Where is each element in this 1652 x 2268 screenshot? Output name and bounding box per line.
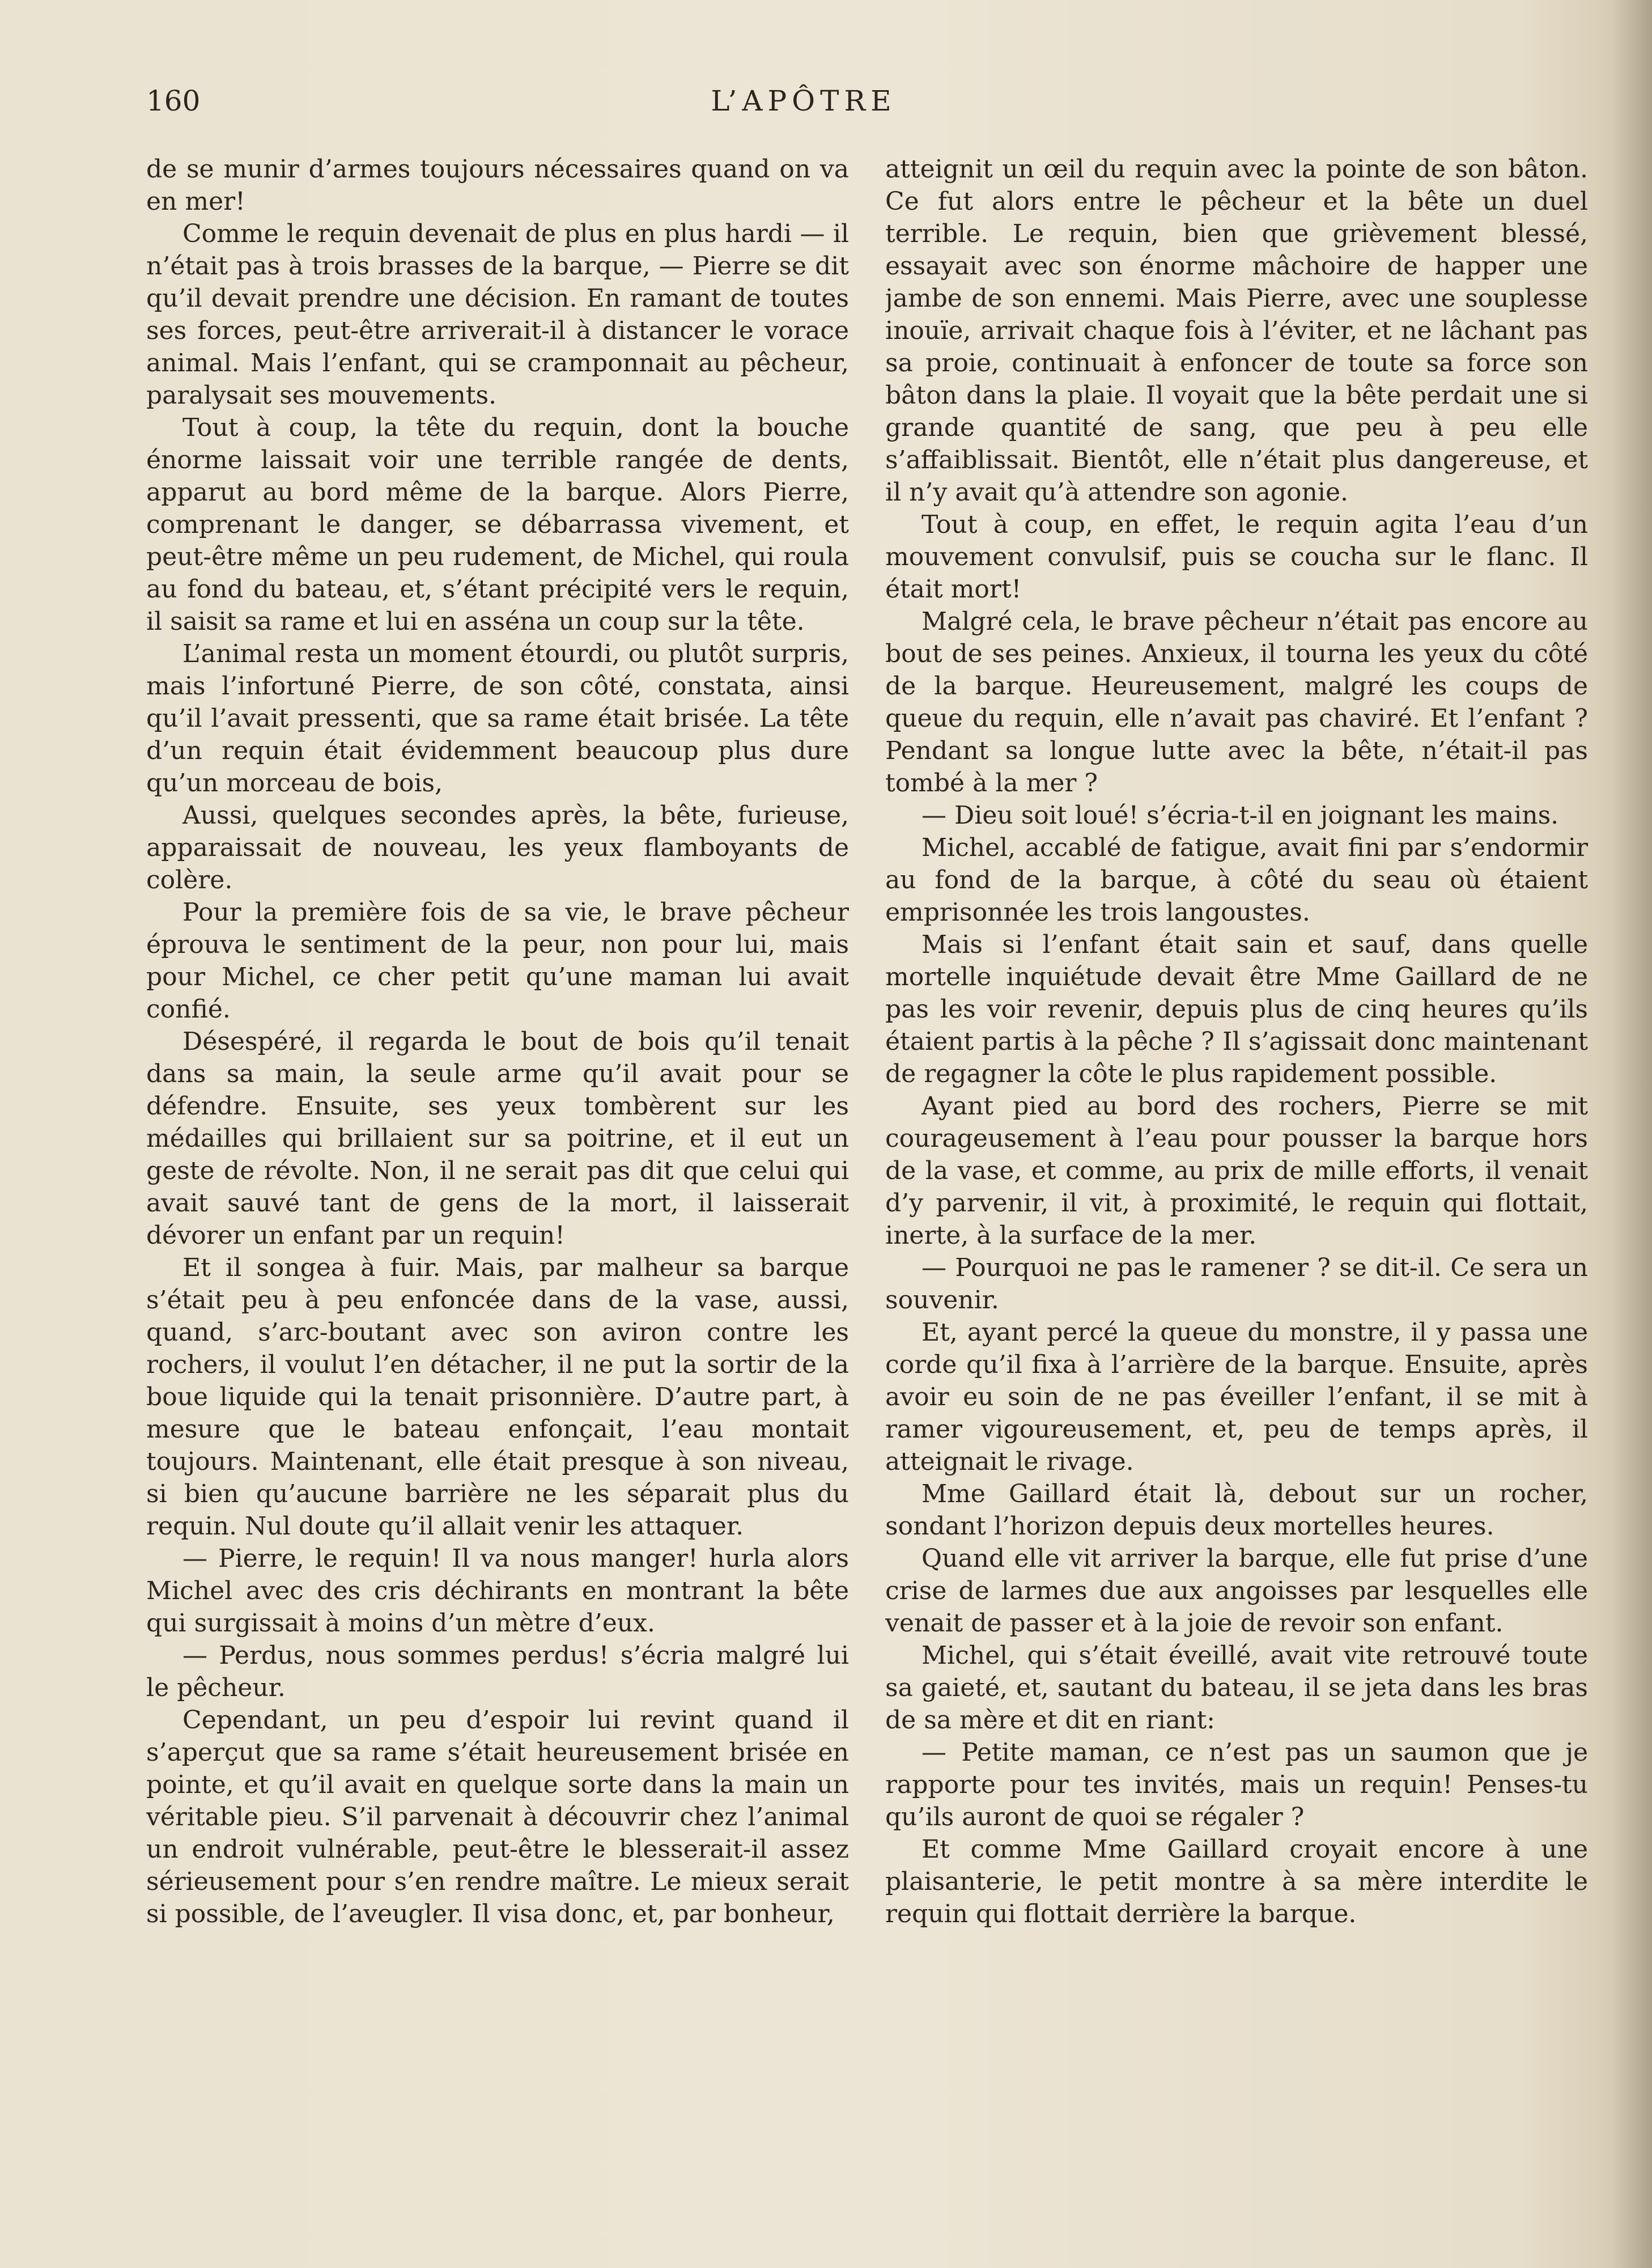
- paragraph: atteignit un œil du requin avec la pointe de son bâton. Ce fut alors entre le pêcheur et la bête un duel terrible. Le requin, bien que grièvement blessé, essayait avec son énorme mâchoire de happer une jambe de son ennemi. Mais Pierre, avec une souplesse inouïe, arrivait chaque fois à l’éviter, et ne lâchant pas sa proie, continuait à enfoncer de toute sa force son bâton dans la plaie. Il voyait que la bête perdait une si grande quantité de sang, que peu à peu elle s’affaiblissait. Bientôt, elle n’était plus dangereuse, et il n’y avait qu’à attendre son agonie.: [885, 155, 1588, 507]
- paragraph: Comme le requin devenait de plus en plus hardi — il n’était pas à trois brasses de la barque, — Pierre se dit qu’il devait prendre une décision. En ramant de toutes ses forces, peut-être arriverait-il à distancer le vorace animal. Mais l’enfant, qui se cramponnait au pêcheur, paralysait ses mouvements.: [146, 219, 849, 410]
- paragraph: Et comme Mme Gaillard croyait encore à une plaisanterie, le petit montre à sa mère interdite le requin qui flottait derrière la barque.: [885, 1835, 1588, 1928]
- right-column: [885, 153, 1588, 2171]
- paragraph: Et, ayant percé la queue du monstre, il y passa une corde qu’il fixa à l’arrière de la barque. Ensuite, après avoir eu soin de ne pas éveiller l’enfant, il se mit à ramer vigoureusement, et, peu de temps après, il atteignait le rivage.: [885, 1318, 1588, 1476]
- page-edge-shadow: [1612, 0, 1652, 2268]
- page-number: 160: [146, 84, 201, 117]
- paragraph: Tout à coup, la tête du requin, dont la bouche énorme laissait voir une terrible rangée de dents, apparut au bord même de la barque. Alors Pierre, comprenant le danger, se débarrassa vivement, et peut-être même un peu rudement, de Michel, qui roula au fond du bateau, et, s’étant précipité vers le requin, il saisit sa rame et lui en asséna un coup sur la tête.: [146, 413, 849, 636]
- paragraph: Cependant, un peu d’espoir lui revint quand il s’aperçut que sa rame s’était heureusement brisée en pointe, et qu’il avait en quelque sorte dans la main un véritable pieu. S’il parvenait à découvrir chez l’animal un endroit vulnérable, peut-être le blesserait-il assez sérieusement pour s’en rendre maître. Le mieux serait si possible, de l’aveugler. Il visa donc, et, par bonheur,: [146, 1706, 849, 1928]
- paragraph: Pour la première fois de sa vie, le brave pêcheur éprouva le sentiment de la peur, non pour lui, mais pour Michel, ce cher petit qu’une maman lui avait confié.: [146, 898, 849, 1024]
- paragraph: Malgré cela, le brave pêcheur n’était pas encore au bout de ses peines. Anxieux, il tourna les yeux du côté de la barque. Heureusement, malgré les coups de queue du requin, elle n’avait pas chaviré. Et l’enfant ? Pendant sa longue lutte avec la bête, n’était-il pas tombé à la mer ?: [885, 607, 1588, 798]
- page-header: [146, 78, 1461, 124]
- paragraph: Aussi, quelques secondes après, la bête, furieuse, apparaissait de nouveau, les yeux flamboyants de colère.: [146, 801, 849, 895]
- paragraph: — Pierre, le requin! Il va nous manger! hurla alors Michel avec des cris déchirants en montrant la bête qui surgissait à moins d’un mètre d’eux.: [146, 1544, 849, 1638]
- paragraph: L’animal resta un moment étourdi, ou plutôt surpris, mais l’infortuné Pierre, de son côté, constata, ainsi qu’il l’avait pressenti, que sa rame était brisée. La tête d’un requin était évidemment beaucoup plus dure qu’un morceau de bois,: [146, 639, 849, 798]
- paragraph: de se munir d’armes toujours nécessaires quand on va en mer!: [146, 155, 849, 216]
- paragraph: Ayant pied au bord des rochers, Pierre se mit courageusement à l’eau pour pousser la barque hors de la vase, et comme, au prix de mille efforts, il venait d’y parvenir, il vit, à proximité, le requin qui flottait, inerte, à la surface de la mer.: [885, 1092, 1588, 1250]
- paragraph: Mme Gaillard était là, debout sur un rocher, sondant l’horizon depuis deux mortelles heures.: [885, 1480, 1588, 1541]
- paragraph: Désespéré, il regarda le bout de bois qu’il tenait dans sa main, la seule arme qu’il avait pour se défendre. Ensuite, ses yeux tombèrent sur les médailles qui brillaient sur sa poitrine, et il eut un geste de révolte. Non, il ne serait pas dit que celui qui avait sauvé tant de gens de la mort, il laisserait dévorer un enfant par un requin!: [146, 1027, 849, 1250]
- paragraph: Michel, accablé de fatigue, avait fini par s’endormir au fond de la barque, à côté du seau où étaient emprisonnée les trois langoustes.: [885, 833, 1588, 927]
- paragraph: Michel, qui s’était éveillé, avait vite retrouvé toute sa gaieté, et, sautant du bateau, il se jeta dans les bras de sa mère et dit en riant:: [885, 1641, 1588, 1735]
- paragraph: Mais si l’enfant était sain et sauf, dans quelle mortelle inquiétude devait être Mme Gaillard de ne pas les voir revenir, depuis plus de cinq heures qu’ils étaient partis à la pêche ? Il s’agissait donc maintenant de regagner la côte le plus rapidement possible.: [885, 930, 1588, 1088]
- paragraph: Tout à coup, en effet, le requin agita l’eau d’un mouvement convulsif, puis se coucha sur le flanc. Il était mort!: [885, 510, 1588, 604]
- paragraph: — Petite maman, ce n’est pas un saumon que je rapporte pour tes invités, mais un requin! Penses-tu qu’ils auront de quoi se régaler ?: [885, 1738, 1588, 1832]
- running-title: L’APÔTRE: [711, 84, 897, 117]
- paragraph: Quand elle vit arriver la barque, elle fut prise d’une crise de larmes due aux angoisses par lesquelles elle venait de passer et à la joie de revoir son enfant.: [885, 1544, 1588, 1638]
- left-column: [146, 153, 849, 2171]
- paragraph: — Pourquoi ne pas le ramener ? se dit-il. Ce sera un souvenir.: [885, 1253, 1588, 1315]
- paragraph: Et il songea à fuir. Mais, par malheur sa barque s’était peu à peu enfoncée dans de la vase, aussi, quand, s’arc-boutant avec son aviron contre les rochers, il voulut l’en détacher, il ne put la sortir de la boue liquide qui la tenait prisonnière. D’autre part, à mesure que le bateau enfonçait, l’eau montait toujours. Maintenant, elle était presque à son niveau, si bien qu’aucune barrière ne les séparait plus du requin. Nul doute qu’il allait venir les attaquer.: [146, 1253, 849, 1541]
- paragraph: — Dieu soit loué! s’écria-t-il en joignant les mains.: [921, 801, 1559, 830]
- paragraph: — Perdus, nous sommes perdus! s’écria malgré lui le pêcheur.: [146, 1641, 849, 1702]
